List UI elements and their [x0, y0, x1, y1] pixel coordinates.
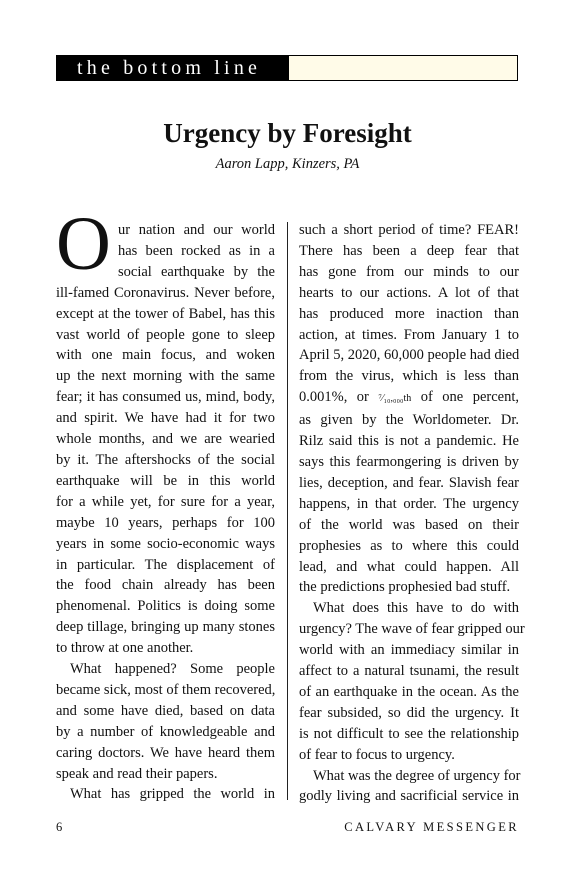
text-line: the food chain already has been: [56, 577, 275, 594]
text-line: has been rocked as in a: [118, 242, 275, 259]
drop-cap: O: [56, 202, 111, 286]
text-line: godly living and sacrificial service in: [299, 788, 519, 805]
text-line: lead, and what could happen. All: [299, 558, 519, 575]
text-line-with-fraction: [299, 387, 519, 410]
text-line: except at the tower of Babel, has this: [56, 305, 275, 322]
text-line: as given by the Worldometer. Dr.: [299, 412, 519, 429]
publication-name: CALVARY MESSENGER: [344, 820, 519, 834]
fraction: ⁷⁄₁₀,₀₀₀th: [378, 393, 412, 405]
text-line: to throw at one another.: [56, 640, 194, 657]
text-line: speak and read their papers.: [56, 765, 218, 782]
text-line: by it. The aftershocks of the social: [56, 451, 275, 468]
text-line: urgency? The wave of fear gripped our: [299, 621, 525, 638]
text-line: action, at times. From January 1 to: [299, 326, 519, 343]
section-banner: [56, 55, 518, 81]
text-line: became sick, most of them recovered,: [56, 681, 276, 698]
text-line: with one main focus, and woken: [56, 347, 275, 364]
text-line: of fear to focus to urgency.: [299, 746, 455, 763]
page-number: 6: [56, 820, 63, 834]
text-line: lies, deception, and fear. Slavish fear: [299, 474, 519, 491]
article-column-right: [299, 220, 525, 807]
text-line: deep tillage, bringing up many stones: [56, 619, 275, 636]
text-line: from the virus, which is less than: [299, 368, 519, 385]
article-title: Urgency by Foresight: [163, 118, 412, 148]
text-line: and some have died, based on data: [56, 702, 275, 719]
text-fragment: of one percent,: [420, 389, 519, 406]
text-line: for a while yet, for sure for a year,: [56, 493, 275, 510]
text-line: maybe 10 years, perhaps for 100: [56, 514, 275, 531]
text-fragment: 0.001%, or: [299, 389, 369, 406]
text-line: prophesies as to where this could: [299, 537, 519, 554]
text-line: years in some socio-economic ways: [56, 535, 275, 552]
text-line: such a short period of time? FEAR!: [299, 222, 519, 238]
article-column-left: [56, 220, 275, 805]
text-line: says this fearmongering is driven by: [299, 453, 519, 470]
text-line: social earthquake by the: [118, 263, 275, 280]
text-line: There has been a deep fear that: [299, 242, 519, 259]
text-line: the predictions prophesied bad stuff.: [299, 579, 511, 596]
text-line: What does this have to do with: [313, 600, 519, 617]
text-line: of the world was based on their: [299, 516, 519, 533]
text-line: and spirit. We have had it for two: [56, 410, 275, 427]
text-line: April 5, 2020, 60,000 people had died: [299, 347, 520, 364]
text-line: What has gripped the world in: [70, 786, 275, 803]
text-line: Rilz said this is not a pandemic. He: [299, 433, 519, 450]
section-banner-fill: [289, 56, 517, 80]
text-line: vast world of people gone to sleep: [56, 326, 275, 343]
text-line: ill-famed Coronavirus. Never before,: [56, 284, 275, 301]
text-line: caring doctors. We have heard them: [56, 744, 275, 761]
text-line: earthquake will be in this world: [56, 472, 275, 489]
text-line: fear subsided, so did the urgency. It: [299, 704, 519, 721]
text-line: What happened? Some people: [70, 661, 275, 678]
text-line: has gone from our minds to our: [299, 263, 519, 280]
section-banner-label: the bottom line: [57, 56, 289, 80]
text-line: happens, in that order. The urgency: [299, 495, 519, 512]
column-divider: [287, 222, 288, 800]
text-line: of an earthquake in the ocean. As the: [299, 683, 519, 700]
text-line: affect to a natural tsunami, the result: [299, 663, 519, 680]
text-line: up the next morning with the same: [56, 368, 275, 385]
text-line: by a number of knowledgeable and: [56, 723, 275, 740]
text-line: whole months, and we are wearied: [56, 431, 275, 448]
text-line: ur nation and our world: [118, 222, 275, 238]
text-line: has produced more inaction than: [299, 305, 519, 322]
text-line: in particular. The displacement of: [56, 556, 275, 573]
text-line: hearts to our actions. A lot of that: [299, 284, 519, 301]
text-line: fear; it has consumed us, mind, body,: [56, 389, 275, 406]
text-line: is not difficult to see the relationship: [299, 725, 519, 742]
text-line: world with an immediacy similar in: [299, 642, 519, 659]
article-byline: Aaron Lapp, Kinzers, PA: [215, 156, 360, 172]
text-line: What was the degree of urgency for: [313, 767, 521, 784]
text-line: phenomenal. Politics is doing some: [56, 598, 275, 615]
